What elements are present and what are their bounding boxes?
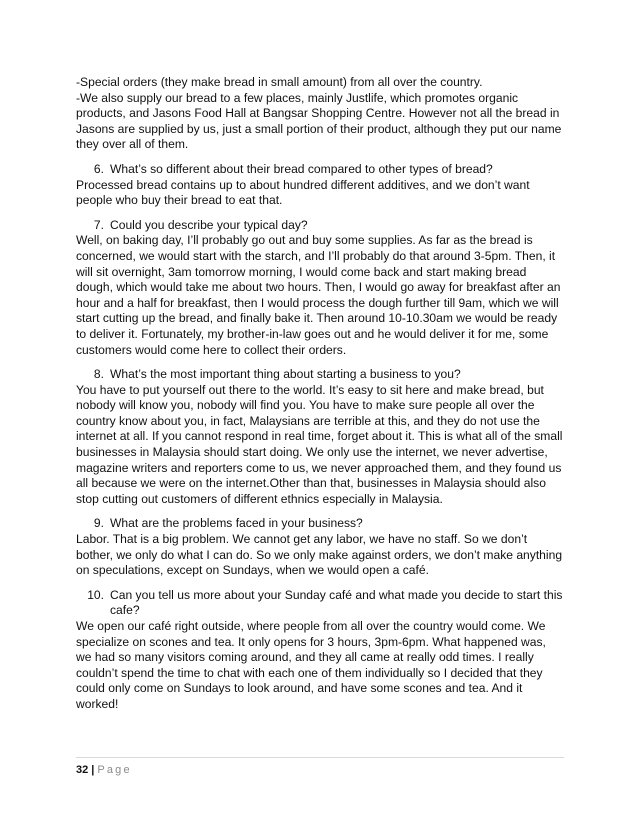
page-number: 32 [76,764,89,776]
question-number: 10. [87,587,104,602]
question-8 [76,367,564,383]
intro-line-2: -We also supply our bread to a few places, mainly Justlife, which promotes organic products, and Jasons Food Hall at Bangsar Shopping Centre. However not all the bread in Jasons are supplied by us, just a small portion of their product, although they put our name they over all of them. [76,90,562,152]
footer-separator: | [91,764,95,776]
question-text: What’s the most important thing about starting a business to you? [110,367,461,382]
question-text: Could you describe your typical day? [110,217,308,232]
answer-7: Well, on baking day, I’ll probably go out and buy some supplies. As far as the bread is concerned, we would start with the starch, and I’ll probably do that around 3-5pm. Then, it will sit overnight, 3am tomorrow morning, I would come back and start making bread dough, which would take me about two hours. Then, I would go away for breakfast after an hour and a half for breakfast, then I would process the dough further till 9am, which we will start cutting up the bread, and finally bake it. Then around 10-10.30am we would be ready to deliver it. Fortunately, my brother-in-law goes out and he would deliver it for me, some customers would come here to collect their orders. [76,233,561,357]
document-body [76,75,564,713]
answer-6: Processed bread contains up to about hundred different additives, and we don’t want people who buy their bread to eat that. [76,177,530,208]
question-6 [76,162,564,178]
question-number: 8. [93,367,104,382]
question-7 [76,218,564,234]
question-text: What are the problems faced in your business? [110,516,363,531]
answer-9: Labor. That is a big problem. We cannot get any labor, we have no staff. So we don’t bother, we only do what I can do. So we only make against orders, we don’t make anything on speculations, except on Sundays, when we would open a café. [76,532,563,578]
footer-divider [76,757,564,758]
page-label: Page [97,764,132,776]
question-number: 9. [93,516,104,531]
question-number: 7. [93,217,104,232]
question-number: 6. [93,161,104,176]
page-footer [76,763,132,779]
question-text: Can you tell us more about your Sunday café and what made you decide to start this cafe? [110,587,563,618]
intro-line-1: -Special orders (they make bread in small amount) from all over the country. [76,75,483,89]
question-9 [76,516,564,532]
answer-10: We open our café right outside, where people from all over the country would come. We specialize on scones and tea. It only opens for 3 hours, 3pm-6pm. What happened was, we had so many visitors coming around, and they all came at really odd times. I really couldn’t spend the time to chat with each one of them individually so I decided that they could only come on Sundays to look around, and have some scones and tea. And it worked! [76,619,546,711]
question-10 [76,588,564,619]
question-text: What’s so different about their bread compared to other types of bread? [110,161,493,176]
answer-8: You have to put yourself out there to the world. It’s easy to sit here and make bread, but nobody will know you, nobody will find you. You have to make sure people all over the country know about you, in fact, Malaysians are terrible at this, and they do not use the internet at all. If you cannot respond in real time, forget about it. This is what all of the small businesses in Malaysia should start doing. We only use the internet, we never advertise, magazine writers and reporters come to us, we never approached them, and they found us all because we were on the internet.Other than that, businesses in Malaysia should also stop cutting out customers of different ethnics especially in Malaysia. [76,382,563,506]
